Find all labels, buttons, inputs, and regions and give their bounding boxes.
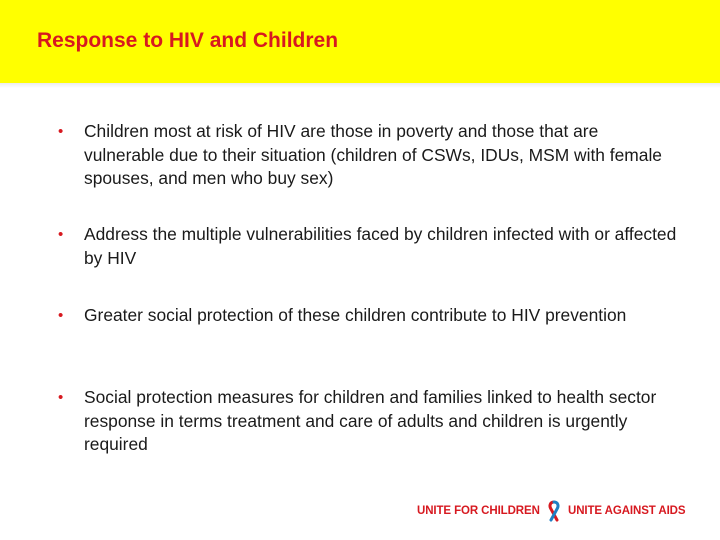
bullet-marker: • [58, 226, 64, 243]
bullet-marker: • [58, 123, 64, 140]
bullet-item [58, 304, 678, 328]
footer-logo [417, 500, 697, 522]
header-divider [0, 83, 720, 88]
bullet-text: Children most at risk of HIV are those in poverty and those that are vulnerable due to their situation (children of CSWs, IDUs, MSM with female spouses, and men who buy sex) [84, 121, 662, 188]
bullet-text: Address the multiple vulnerabilities faced by children infected with or affected by HIV [84, 224, 677, 268]
logo-unite-against-aids: UNITE AGAINST AIDS [568, 505, 686, 517]
bullet-item [58, 386, 678, 457]
bullet-text: Social protection measures for children and families linked to health sector response in terms treatment and care of adults and children is urgently required [84, 387, 657, 454]
logo-unite-for-children: UNITE FOR CHILDREN [417, 505, 540, 517]
bullet-item [58, 120, 678, 191]
slide-title: Response to HIV and Children [37, 29, 339, 52]
bullet-item [58, 223, 678, 270]
bullet-marker: • [58, 389, 64, 406]
aids-ribbon-icon [544, 500, 564, 522]
bullet-text: Greater social protection of these children contribute to HIV prevention [84, 305, 627, 325]
bullet-marker: • [58, 307, 64, 324]
